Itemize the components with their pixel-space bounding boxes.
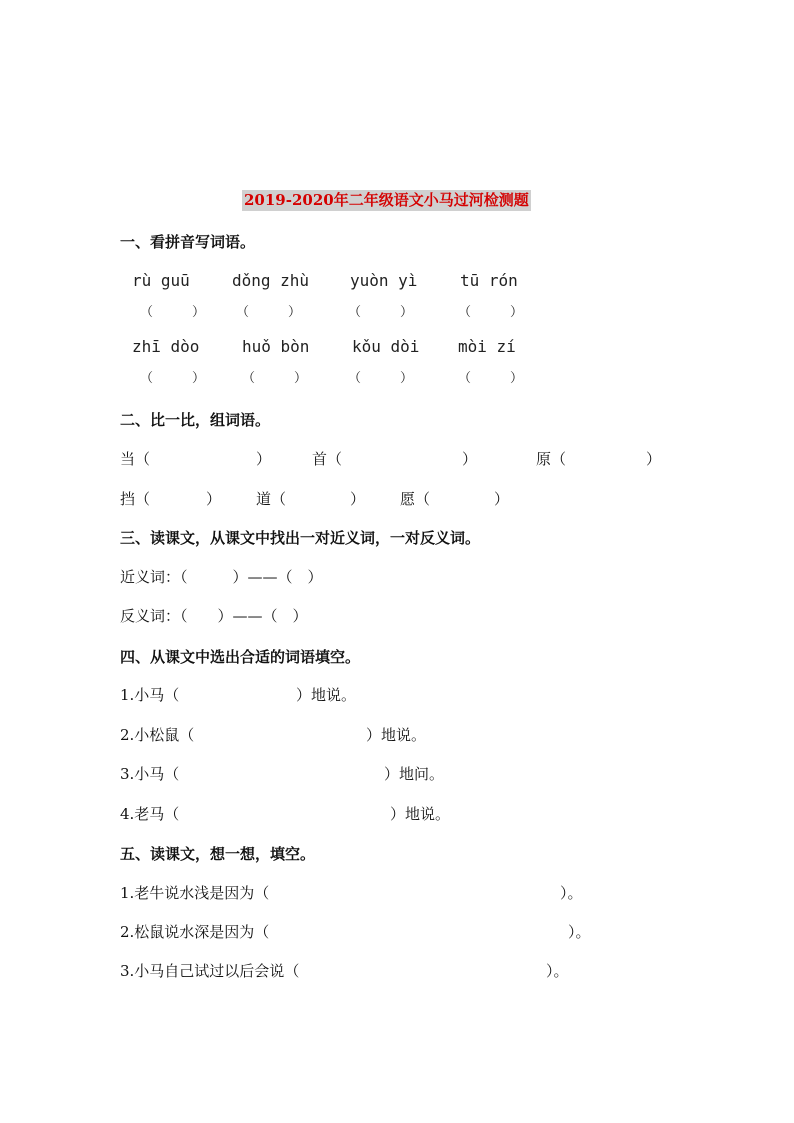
- fill-item-suffix: ）。: [546, 962, 569, 980]
- compare-word: 挡（: [120, 490, 151, 508]
- paren-close: ）: [206, 490, 222, 508]
- pinyin-6: huǒ bòn: [242, 337, 310, 356]
- fill-item-suffix: ）地说。: [296, 686, 357, 704]
- pinyin-7: kǒu dòi: [352, 337, 420, 356]
- section-4-heading: 四、从课文中选出合适的词语填空。: [120, 648, 361, 666]
- pinyin-5: zhī dòo: [132, 337, 200, 356]
- fill-item-suffix: ）地说。: [366, 726, 427, 744]
- fill-item-suffix: ）。: [560, 884, 583, 902]
- pinyin-1: rù guū: [132, 271, 190, 290]
- answer-blank[interactable]: （ ）: [458, 305, 524, 320]
- section-1-heading: 一、看拼音写词语。: [120, 233, 256, 251]
- pinyin-4: tū rón: [460, 271, 518, 290]
- section-2-heading: 二、比一比，组词语。: [120, 411, 271, 429]
- answer-blank[interactable]: （ ）: [348, 305, 414, 320]
- paren-close: ）: [646, 450, 662, 468]
- paren-close: ）: [462, 450, 478, 468]
- compare-word: 原（: [536, 450, 567, 468]
- page-title: 2019-2020年二年级语文小马过河检测题: [244, 191, 529, 209]
- compare-word: 愿（: [400, 490, 431, 508]
- pinyin-2: dǒng zhù: [232, 271, 310, 290]
- compare-word: 当（: [120, 450, 151, 468]
- answer-blank[interactable]: （ ）: [236, 305, 302, 320]
- fill-item-prefix: 3.小马（: [120, 765, 180, 783]
- pinyin-8: mòi zí: [458, 337, 516, 356]
- fill-item-prefix: 4.老马（: [120, 805, 180, 823]
- fill-item-prefix: 2.松鼠说水深是因为（: [120, 923, 270, 941]
- answer-blank[interactable]: （ ）: [458, 371, 524, 386]
- fill-item-suffix: ）地问。: [384, 765, 445, 783]
- section-3-heading: 三、读课文，从课文中找出一对近义词，一对反义词。: [120, 529, 481, 547]
- antonym-line: 反义词：（ ）——（ ）: [120, 607, 308, 625]
- paren-close: ）: [350, 490, 366, 508]
- fill-item-prefix: 3.小马自己试过以后会说（: [120, 962, 300, 980]
- synonym-line: 近义词：（ ）——（ ）: [120, 568, 323, 586]
- answer-blank[interactable]: （ ）: [140, 371, 206, 386]
- fill-item-prefix: 2.小松鼠（: [120, 726, 195, 744]
- fill-item-prefix: 1.小马（: [120, 686, 180, 704]
- paren-close: ）: [256, 450, 272, 468]
- answer-blank[interactable]: （ ）: [140, 305, 206, 320]
- answer-blank[interactable]: （ ）: [348, 371, 414, 386]
- compare-word: 首（: [312, 450, 343, 468]
- pinyin-3: yuòn yì: [350, 271, 418, 290]
- compare-word: 道（: [256, 490, 287, 508]
- fill-item-suffix: ）。: [568, 923, 591, 941]
- section-5-heading: 五、读课文，想一想，填空。: [120, 845, 316, 863]
- fill-item-prefix: 1.老牛说水浅是因为（: [120, 884, 270, 902]
- paren-close: ）: [494, 490, 510, 508]
- answer-blank[interactable]: （ ）: [242, 371, 308, 386]
- fill-item-suffix: ）地说。: [390, 805, 451, 823]
